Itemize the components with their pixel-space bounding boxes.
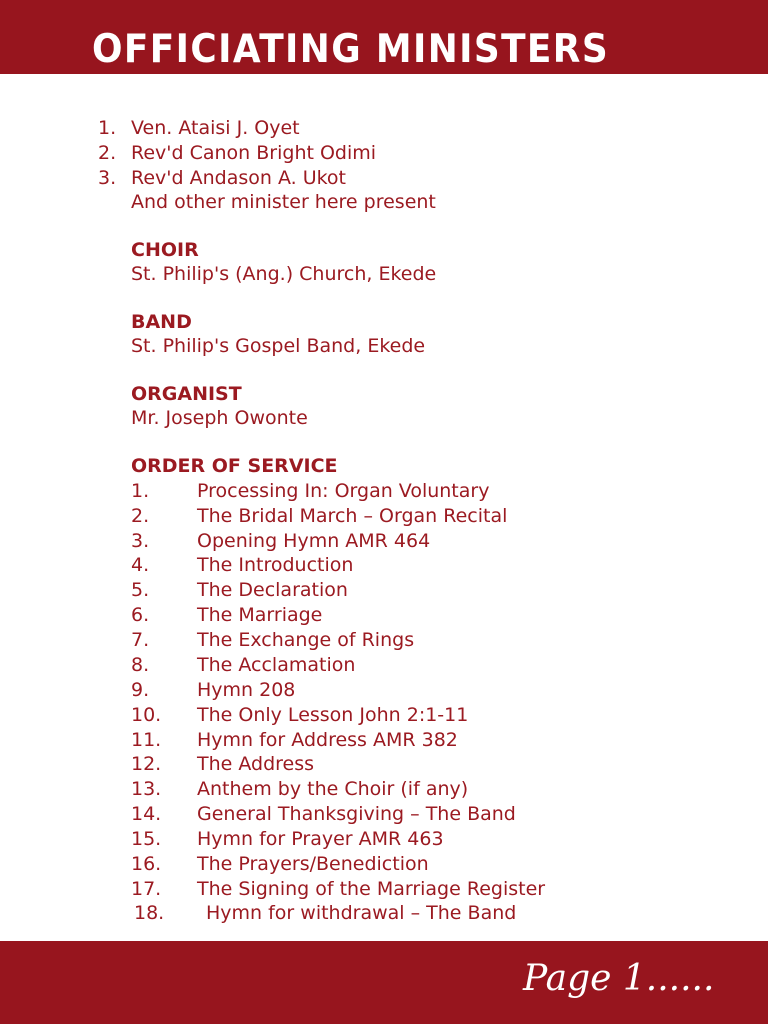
- order-heading: ORDER OF SERVICE: [131, 455, 338, 477]
- order-item-text: The Introduction: [197, 554, 354, 576]
- order-item-text: Hymn for Prayer AMR 463: [197, 828, 444, 850]
- order-item-number: 1.: [131, 480, 150, 502]
- order-item-number: 5.: [131, 579, 150, 601]
- ministers-note: And other minister here present: [131, 191, 436, 213]
- minister-name: Rev'd Andason A. Ukot: [131, 167, 347, 189]
- order-item-number: 9.: [131, 679, 150, 701]
- minister-name: Rev'd Canon Bright Odimi: [131, 142, 377, 164]
- order-item-text: Hymn 208: [197, 679, 296, 701]
- order-item-text: The Prayers/Benediction: [197, 853, 429, 875]
- order-item-text: The Signing of the Marriage Register: [197, 878, 546, 900]
- order-item-text: The Acclamation: [197, 654, 356, 676]
- order-item-text: The Bridal March – Organ Recital: [197, 505, 508, 527]
- order-item-text: The Exchange of Rings: [197, 629, 415, 651]
- order-item-number: 3.: [131, 530, 150, 552]
- minister-name: Ven. Ataisi J. Oyet: [131, 117, 300, 139]
- minister-number: 1.: [98, 117, 117, 139]
- order-item-text: Processing In: Organ Voluntary: [197, 480, 490, 502]
- order-item-text: Hymn for Address AMR 382: [197, 729, 458, 751]
- organist-heading: ORGANIST: [131, 383, 242, 405]
- order-item-number: 4.: [131, 554, 150, 576]
- order-item-number: 14.: [131, 803, 162, 825]
- order-item-number: 10.: [131, 704, 162, 726]
- order-item-text: The Address: [197, 753, 315, 775]
- order-item-text: The Only Lesson John 2:1-11: [197, 704, 469, 726]
- order-item-number: 8.: [131, 654, 150, 676]
- order-item-number: 15.: [131, 828, 162, 850]
- order-item-number: 17.: [131, 878, 162, 900]
- order-item-number: 6.: [131, 604, 150, 626]
- order-item-number: 16.: [131, 853, 162, 875]
- minister-number: 2.: [98, 142, 117, 164]
- band-text: St. Philip's Gospel Band, Ekede: [131, 335, 426, 357]
- order-item-number: 13.: [131, 778, 162, 800]
- order-item-text: The Declaration: [197, 579, 348, 601]
- band-heading: BAND: [131, 311, 192, 333]
- page-number-label: Page 1......: [523, 958, 715, 999]
- order-item-number: 12.: [131, 753, 162, 775]
- order-item-number: 11.: [131, 729, 162, 751]
- order-item-text: The Marriage: [197, 604, 323, 626]
- order-item-number: 2.: [131, 505, 150, 527]
- order-item-text: Hymn for withdrawal – The Band: [206, 902, 517, 924]
- choir-text: St. Philip's (Ang.) Church, Ekede: [131, 263, 437, 285]
- minister-number: 3.: [98, 167, 117, 189]
- order-item-text: Anthem by the Choir (if any): [197, 778, 469, 800]
- organist-text: Mr. Joseph Owonte: [131, 407, 308, 429]
- order-item-number: 7.: [131, 629, 150, 651]
- order-item-number: 18.: [134, 902, 165, 924]
- order-item-text: Opening Hymn AMR 464: [197, 530, 431, 552]
- page-title: OFFICIATING MINISTERS: [92, 27, 610, 72]
- choir-heading: CHOIR: [131, 239, 199, 261]
- order-item-text: General Thanksgiving – The Band: [197, 803, 516, 825]
